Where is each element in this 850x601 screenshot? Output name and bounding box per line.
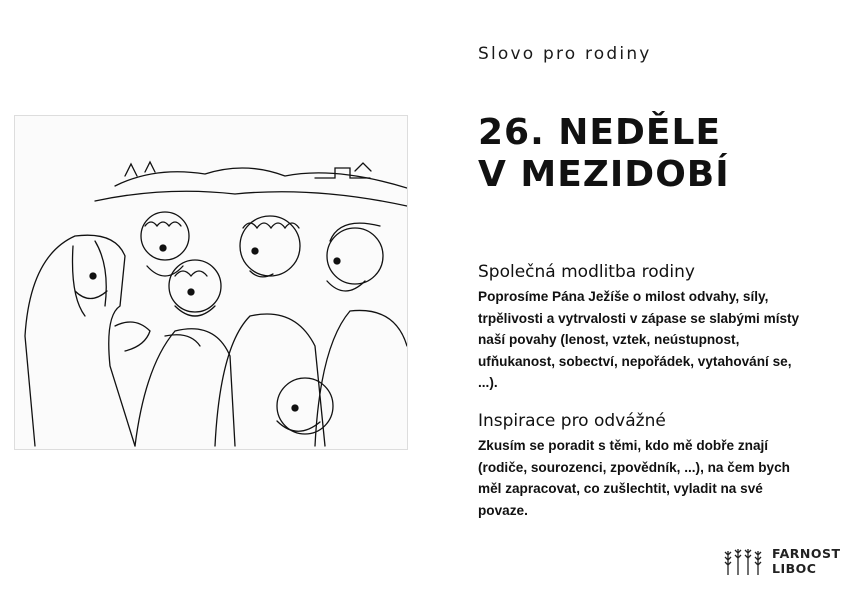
- inspiration-section: [478, 411, 808, 521]
- prayer-text: Poprosíme Pána Ježíše o milost odvahy, síly, trpělivosti a vytrvalosti v zápase se slabými místy naší povahy (lenost, vztek, neústupnost, ufňukanost, sobectví, nepořádek, vytahování se, ...).: [478, 289, 800, 390]
- logo-line-1: FARNOST: [772, 546, 841, 561]
- prayer-section: [478, 262, 808, 394]
- publication-title: Slovo pro rodiny: [478, 44, 652, 64]
- logo-line-2: LIBOC: [772, 561, 817, 576]
- prayer-heading: Společná modlitba rodiny: [478, 262, 695, 282]
- title-line-2: V MEZIDOBÍ: [478, 154, 730, 195]
- parish-logo: [722, 545, 841, 577]
- main-title: [478, 112, 730, 196]
- inspiration-text: Zkusím se poradit s těmi, kdo mě dobře znají (rodiče, sourozenci, zpovědník, ...), na čem bych měl zapracovat, co zušlechtit, vyladit na své povaze.: [478, 438, 790, 518]
- inspiration-heading: Inspirace pro odvážné: [478, 411, 666, 431]
- line-drawing-illustration: [14, 115, 408, 450]
- title-line-1: 26. NEDĚLE: [478, 112, 722, 153]
- wheat-ears-icon: [722, 545, 766, 577]
